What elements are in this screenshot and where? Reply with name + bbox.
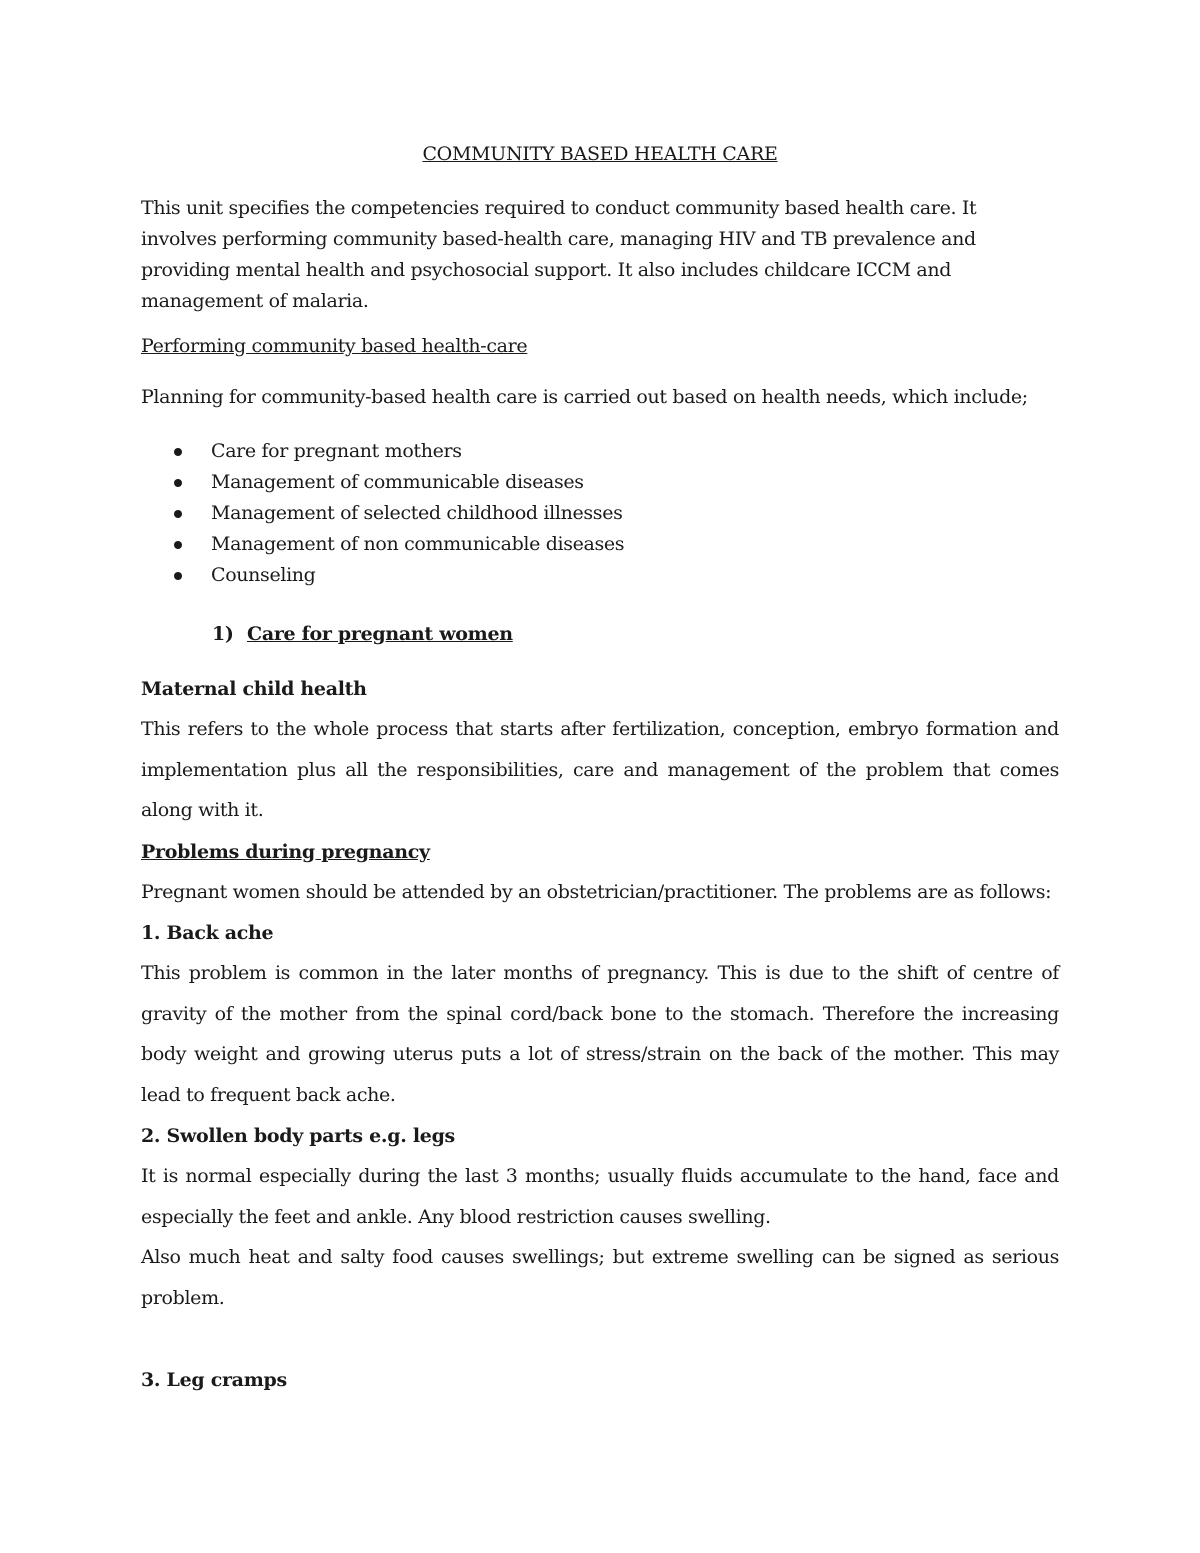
problems-heading: Problems during pregnancy [141,841,430,863]
problems-paragraph: Pregnant women should be attended by an obstetrician/practitioner. The problems are as follows: [141,881,1052,903]
swollen-heading: 2. Swollen body parts e.g. legs [141,1125,455,1147]
maternal-paragraph: This refers to the whole process that starts after fertilization, conception, embryo formation and implementation plus all the responsibilities, care and management of the problem that comes along with it. [141,718,1059,822]
list-item: Counseling [141,560,624,591]
bullet-icon [174,479,182,487]
maternal-section [141,669,1059,831]
leg-cramps-heading: 3. Leg cramps [141,1369,287,1391]
problems-section [141,832,1059,913]
leg-cramps-section [141,1360,1059,1400]
swollen-paragraph-1: It is normal especially during the last 3 months; usually fluids accumulate to the hand, face and especially the feet and ankle. Any blood restriction causes swelling. [141,1165,1059,1228]
bullet-icon [174,510,182,518]
performing-subheading: Performing community based health-care [141,335,528,357]
bullet-icon [174,572,182,580]
bullet-icon [174,541,182,549]
maternal-heading: Maternal child health [141,678,367,700]
health-needs-list [141,436,624,591]
document-title: COMMUNITY BASED HEALTH CARE [422,143,778,165]
back-ache-heading: 1. Back ache [141,922,274,944]
list-item: Management of selected childhood illnesses [141,498,624,529]
back-ache-section [141,913,1059,1116]
planning-paragraph: Planning for community-based health care is carried out based on health needs, which include; [141,386,1028,408]
list-item: Management of communicable diseases [141,467,624,498]
section-heading-care-pregnant [212,623,513,645]
bullet-icon [174,448,182,456]
section-title: Care for pregnant women [247,623,513,645]
list-item: Management of non communicable diseases [141,529,624,560]
swollen-section [141,1116,1059,1319]
section-number: 1) [212,623,234,645]
swollen-paragraph-2: Also much heat and salty food causes swellings; but extreme swelling can be signed as serious problem. [141,1246,1059,1310]
back-ache-paragraph: This problem is common in the later months of pregnancy. This is due to the shift of centre of gravity of the mother from the spinal cord/back bone to the stomach. Therefore the increasing body weight and growing uterus puts a lot of stress/strain on the back of the mother. This may lead to frequent back ache. [141,962,1059,1107]
intro-paragraph: This unit specifies the competencies required to conduct community based health care. It involves performing community based-health care, managing HIV and TB prevalence and providing mental health and psychosocial support. It also includes childcare ICCM and management of malaria. [141,197,977,312]
list-item: Care for pregnant mothers [141,436,624,467]
